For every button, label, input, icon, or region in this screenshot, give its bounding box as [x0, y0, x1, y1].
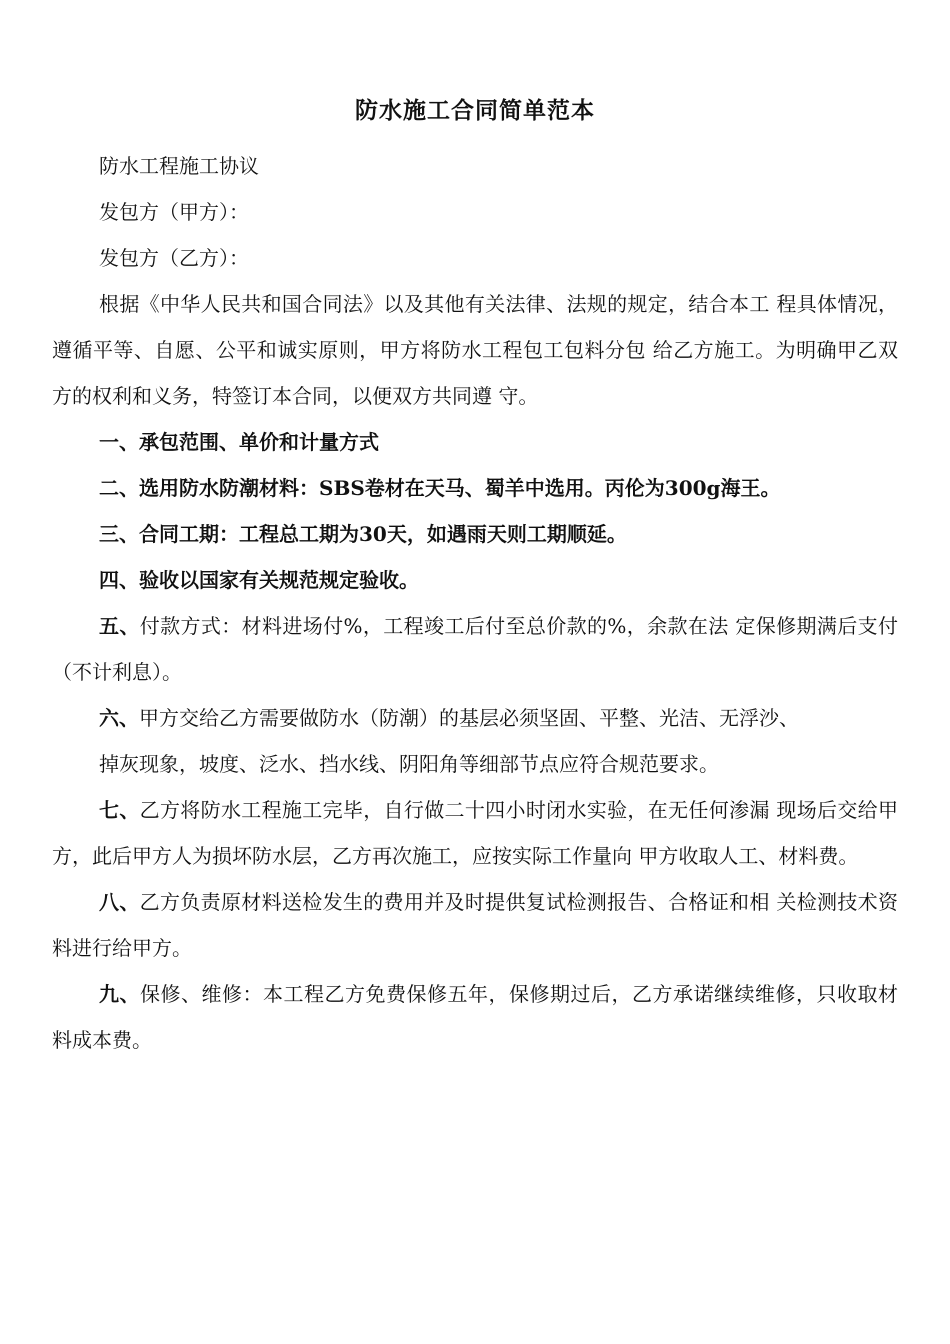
clause-6-continuation: 掉灰现象，坡度、泛水、挡水线、阴阳角等细部节点应符合规范要求。 [99, 752, 719, 776]
party-b-line: 发包方（乙方）： [99, 246, 249, 270]
clause-9-number: 九、 [99, 982, 140, 1006]
clause-7-text: 乙方将防水工程施工完毕，自行做二十四小时闭水实验，在无任何渗漏 现场后交给甲方，此后甲方人为损坏防水层，乙方再次施工，应按实际工作量向 甲方收取人工、材料费。 [52, 798, 899, 868]
document-page [52, 92, 898, 1063]
clause-6 [52, 695, 898, 741]
clause-5 [52, 603, 898, 695]
clause-9 [52, 971, 898, 1063]
agreement-subtitle: 防水工程施工协议 [99, 154, 259, 178]
clause-6-text: 甲方交给乙方需要做防水（防潮）的基层必须坚固、平整、光洁、无浮沙、 [139, 706, 799, 730]
clause-8-text: 乙方负责原材料送检发生的费用并及时提供复试检测报告、合格证和相 关检测技术资料进行给甲方。 [52, 890, 899, 960]
clause-3: 三、合同工期：工程总工期为30天，如遇雨天则工期顺延。 [99, 522, 627, 546]
clause-7-number: 七、 [99, 798, 140, 822]
clause-8-number: 八、 [99, 890, 140, 914]
clause-5-number: 五、 [99, 614, 140, 638]
intro-paragraph: 根据《中华人民共和国合同法》以及其他有关法律、法规的规定，结合本工 程具体情况，遵循平等、自愿、公平和诚实原则，甲方将防水工程包工包料分包 给乙方施工。为明确甲乙双方的权利和义务，特签订本合同，以便双方共同遵 守。 [52, 292, 898, 408]
clause-2: 二、选用防水防潮材料：SBS卷材在天马、蜀羊中选用。丙伦为300g海王。 [99, 476, 781, 500]
clause-1: 一、承包范围、单价和计量方式 [99, 430, 379, 454]
clause-7 [52, 787, 898, 879]
clause-4: 四、验收以国家有关规范规定验收。 [99, 568, 419, 592]
clause-9-text: 保修、维修：本工程乙方免费保修五年，保修期过后，乙方承诺继续维修，只收取材料成本费。 [52, 982, 898, 1052]
clause-5-text: 付款方式：材料进场付%，工程竣工后付至总价款的%，余款在法 定保修期满后支付（不计利息）。 [52, 614, 898, 684]
clause-8 [52, 879, 898, 971]
clause-6-number: 六、 [99, 706, 139, 730]
party-a-line: 发包方（甲方）： [99, 200, 249, 224]
document-title: 防水施工合同简单范本 [355, 97, 595, 124]
